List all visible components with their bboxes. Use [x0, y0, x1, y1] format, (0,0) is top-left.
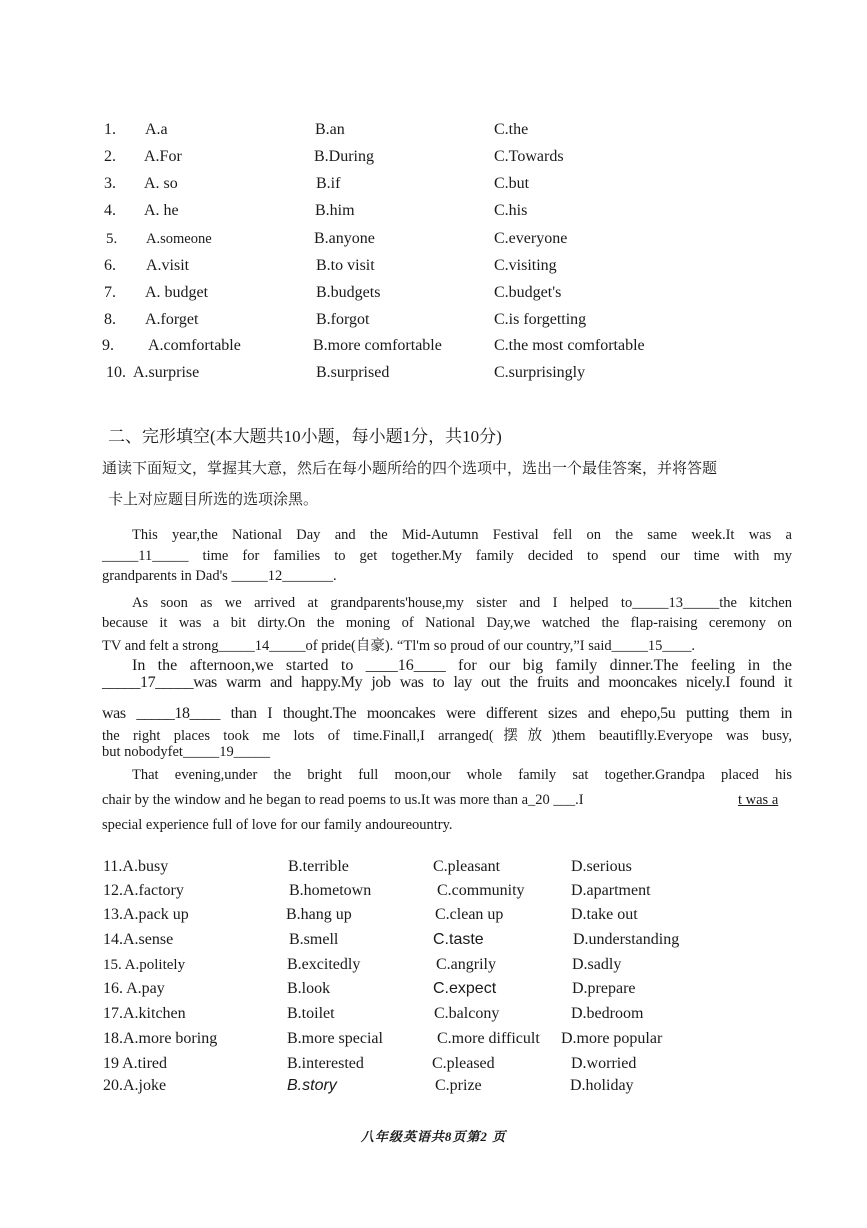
- option-a: 14.A.sense: [103, 931, 174, 948]
- passage-line: TV and felt a strong_____14_____of pride(自豪). “Tl'm so proud of our country,”I said_____15____.: [102, 638, 695, 654]
- option-row: [0, 928, 867, 952]
- section-title: 二、完形填空(本大题共10小题，每小题1分，共10分): [108, 427, 502, 446]
- option-c: C.pleased: [432, 1055, 495, 1072]
- option-b: B.hang up: [286, 906, 352, 923]
- option-b: B.hometown: [289, 882, 372, 899]
- question-number: 7.: [104, 284, 116, 301]
- option-row: [0, 254, 867, 278]
- option-row: [0, 977, 867, 1001]
- passage-line: grandparents in Dad's _____12_______.: [102, 568, 337, 584]
- option-b: B.terrible: [288, 858, 349, 875]
- option-d: D.apartment: [571, 882, 651, 899]
- option-a: A. budget: [145, 284, 209, 301]
- option-a: 13.A.pack up: [103, 906, 189, 923]
- option-b: B.excitedly: [287, 956, 361, 973]
- option-b: B.During: [314, 148, 374, 165]
- option-c: C.community: [437, 882, 525, 899]
- option-b: B.toilet: [287, 1005, 335, 1022]
- option-c: C.pleasant: [433, 858, 501, 875]
- option-a: 18.A.more boring: [103, 1030, 218, 1047]
- option-b: B.smell: [289, 931, 339, 948]
- option-a: 12.A.factory: [103, 882, 184, 899]
- question-number: 2.: [104, 148, 116, 165]
- option-b: B.look: [287, 980, 331, 997]
- passage-line: _____17_____was warm and happy.My job was to lay out the fruits and mooncakes nicely.I found it: [102, 674, 792, 691]
- option-row: [0, 118, 867, 142]
- option-a: 15. A.politely: [103, 957, 186, 973]
- passage-line: the right places took me lots of time.Finall,I arranged(摆放)them beautiflly.Everyope was busy,: [102, 728, 792, 744]
- option-row: [0, 334, 867, 358]
- option-d: D.more popular: [561, 1030, 663, 1047]
- option-b: B.if: [316, 175, 341, 192]
- option-c: C.expect: [433, 980, 497, 997]
- option-c: C.everyone: [494, 230, 568, 247]
- option-c: C.is forgetting: [494, 311, 587, 328]
- option-row: [0, 308, 867, 332]
- option-b: B.him: [315, 202, 355, 219]
- option-row: [0, 1074, 867, 1098]
- option-b: B.to visit: [316, 257, 375, 274]
- option-c: C.clean up: [435, 906, 504, 923]
- option-row: [0, 953, 867, 977]
- question-number: 6.: [104, 257, 116, 274]
- option-d: D.bedroom: [571, 1005, 644, 1022]
- option-a: 16. A.pay: [103, 980, 165, 997]
- option-a: A. he: [144, 202, 179, 219]
- instruction-line: 通读下面短文，掌握其大意，然后在每小题所给的四个选项中，选出一个最佳答案，并将答题: [102, 461, 718, 477]
- option-row: [0, 281, 867, 305]
- option-c: C.the: [494, 121, 529, 138]
- option-b: B.anyone: [314, 230, 375, 247]
- option-d: D.holiday: [570, 1077, 634, 1094]
- option-a: A. so: [144, 175, 178, 192]
- passage-line: This year,the National Day and the Mid-Autumn Festival fell on the same week.It was a: [132, 527, 792, 543]
- option-row: [0, 172, 867, 196]
- option-c: C.Towards: [494, 148, 564, 165]
- option-b: B.more special: [287, 1030, 383, 1047]
- passage-line: _____11_____ time for families to get together.My family decided to spend our time with my: [102, 548, 792, 564]
- option-d: D.serious: [571, 858, 632, 875]
- option-c: C.prize: [435, 1077, 482, 1094]
- option-row: [0, 145, 867, 169]
- question-number: 5.: [106, 231, 118, 247]
- option-d: D.understanding: [573, 931, 680, 948]
- option-c: C.but: [494, 175, 530, 192]
- option-d: D.sadly: [572, 956, 622, 973]
- option-a: A.visit: [146, 257, 190, 274]
- option-row: [0, 227, 867, 251]
- passage-line: In the afternoon,we started to ____16____ for our big family dinner.The feeling in the: [132, 657, 792, 674]
- option-a: 11.A.busy: [103, 858, 169, 875]
- option-row: [0, 1002, 867, 1026]
- page-footer: 八年级英语共8页第2 页: [360, 1129, 507, 1144]
- option-row: [0, 361, 867, 385]
- option-a: A.someone: [146, 231, 212, 247]
- instruction-line: 卡上对应题目所选的选项涂黑。: [108, 492, 319, 508]
- option-row: [0, 1052, 867, 1076]
- option-c: C.taste: [433, 931, 484, 948]
- option-row: [0, 879, 867, 903]
- option-b: B.surprised: [316, 364, 390, 381]
- option-d: D.worried: [571, 1055, 637, 1072]
- option-c: C.more difficult: [437, 1030, 540, 1047]
- option-a: A.comfortable: [148, 337, 241, 354]
- underlined-text: t was a: [738, 792, 779, 808]
- option-b: B.interested: [287, 1055, 364, 1072]
- option-a: A.surprise: [133, 364, 200, 381]
- option-c: C.surprisingly: [494, 364, 586, 381]
- passage-line: was _____18____ than I thought.The mooncakes were different sizes and ehepo,5u putting them in: [102, 705, 792, 722]
- question-number: 3.: [104, 175, 116, 192]
- option-c: C.his: [494, 202, 528, 219]
- option-a: 17.A.kitchen: [103, 1005, 186, 1022]
- question-number: 1.: [104, 121, 116, 138]
- option-row: [0, 199, 867, 223]
- option-a: 19 A.tired: [103, 1055, 167, 1072]
- option-c: C.angrily: [436, 956, 496, 973]
- question-number: 4.: [104, 202, 116, 219]
- option-a: A.For: [144, 148, 182, 165]
- option-b: B.an: [315, 121, 345, 138]
- passage-line: because it was a bit dirty.On the moning of National Day,we watched the flap-raising ceremony on: [102, 615, 792, 631]
- option-a: A.a: [145, 121, 168, 138]
- option-a: A.forget: [145, 311, 199, 328]
- option-d: D.prepare: [572, 980, 636, 997]
- option-c: C.the most comfortable: [494, 337, 645, 354]
- passage-line: chair by the window and he began to read poems to us.It was more than a_20 ___.I: [102, 792, 584, 808]
- passage-line: As soon as we arrived at grandparents'house,my sister and I helped to_____13_____the kitchen: [132, 595, 792, 611]
- option-b: B.story: [287, 1077, 337, 1094]
- option-a: 20.A.joke: [103, 1077, 167, 1094]
- option-b: B.budgets: [316, 284, 381, 301]
- option-row: [0, 855, 867, 879]
- question-number: 10.: [106, 364, 126, 381]
- option-row: [0, 903, 867, 927]
- option-c: C.budget's: [494, 284, 562, 301]
- option-d: D.take out: [571, 906, 638, 923]
- passage-line: but nobodyfet_____19_____: [102, 744, 270, 760]
- option-c: C.visiting: [494, 257, 557, 274]
- option-b: B.more comfortable: [313, 337, 442, 354]
- option-row: [0, 1027, 867, 1051]
- question-number: 8.: [104, 311, 116, 328]
- option-b: B.forgot: [316, 311, 370, 328]
- question-number: 9.: [102, 337, 114, 354]
- passage-line: special experience full of love for our family andoureountry.: [102, 817, 453, 833]
- passage-line: That evening,under the bright full moon,our whole family sat together.Grandpa placed his: [132, 767, 792, 783]
- option-c: C.balcony: [434, 1005, 500, 1022]
